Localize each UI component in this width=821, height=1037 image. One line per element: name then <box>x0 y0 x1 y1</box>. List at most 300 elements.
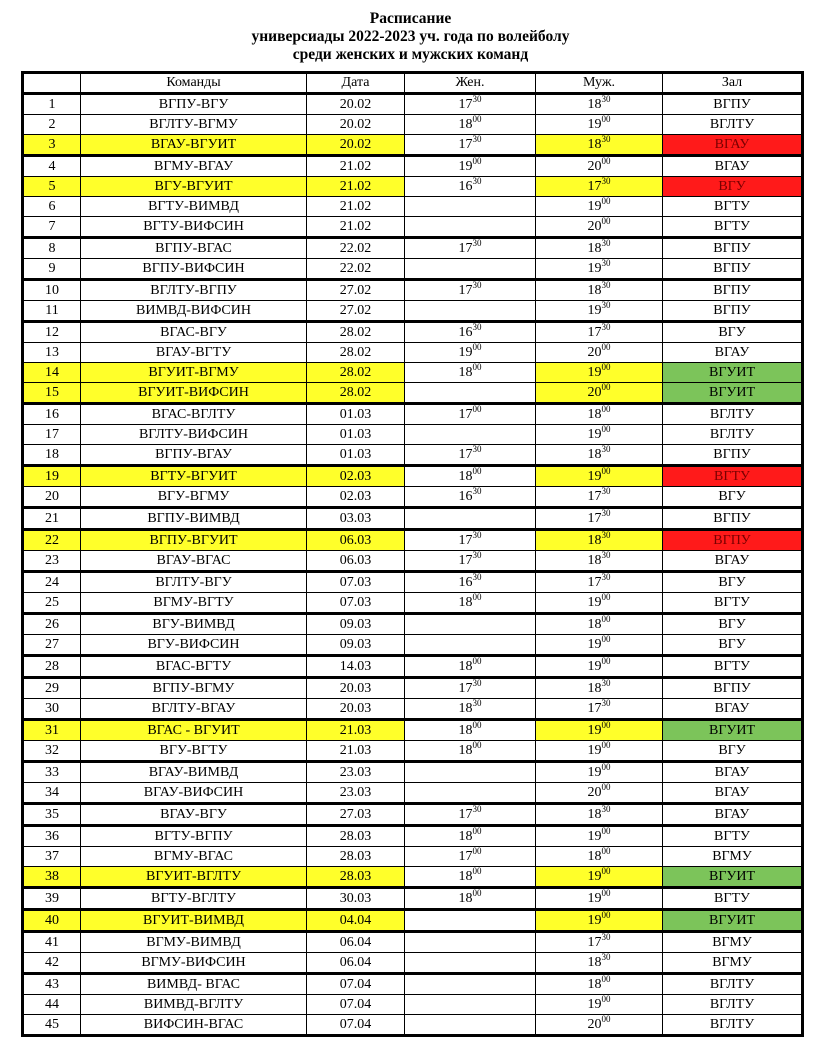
row-date: 06.03 <box>307 551 405 572</box>
row-women-time-hour: 16 <box>458 179 473 194</box>
row-women-time-hour: 17 <box>458 283 473 298</box>
row-hall: ВГПУ <box>663 301 803 322</box>
row-men-time-minutes: 30 <box>601 176 611 186</box>
table-row <box>23 197 803 217</box>
header-num <box>23 73 81 94</box>
row-number: 23 <box>23 551 81 572</box>
row-men-time-minutes: 30 <box>601 804 611 814</box>
row-women-time-hour: 16 <box>458 575 473 590</box>
row-women-time <box>405 826 536 847</box>
row-men-time-hour: 20 <box>587 159 602 174</box>
row-hall: ВГУ <box>663 572 803 593</box>
row-number: 24 <box>23 572 81 593</box>
row-men-time-minutes: 00 <box>601 156 611 166</box>
row-men-time-hour: 19 <box>587 365 602 380</box>
row-women-time-hour: 18 <box>458 829 473 844</box>
row-men-time <box>536 177 663 197</box>
schedule-table <box>21 71 804 1037</box>
row-men-time-minutes: 00 <box>601 342 611 352</box>
row-men-time <box>536 322 663 343</box>
row-teams: ВГМУ-ВИФСИН <box>81 953 307 974</box>
row-men-time <box>536 804 663 826</box>
table-row <box>23 699 803 720</box>
row-women-time <box>405 847 536 867</box>
row-date: 28.02 <box>307 363 405 383</box>
row-date: 07.03 <box>307 572 405 593</box>
table-row <box>23 826 803 847</box>
row-men-time-minutes: 00 <box>601 382 611 392</box>
header-teams: Команды <box>81 73 307 94</box>
row-men-time-minutes: 00 <box>601 762 611 772</box>
row-date: 27.02 <box>307 280 405 301</box>
row-hall: ВГУИТ <box>663 383 803 404</box>
row-date: 07.04 <box>307 1015 405 1036</box>
row-men-time-hour: 19 <box>587 869 602 884</box>
table-row <box>23 995 803 1015</box>
row-men-time <box>536 888 663 910</box>
row-women-time <box>405 445 536 466</box>
row-women-time <box>405 720 536 741</box>
row-women-time-hour: 18 <box>458 891 473 906</box>
row-men-time-hour: 18 <box>587 137 602 152</box>
row-number: 41 <box>23 932 81 953</box>
row-number: 6 <box>23 197 81 217</box>
row-teams: ВГПУ-ВГМУ <box>81 678 307 699</box>
table-row <box>23 974 803 995</box>
row-women-time-minutes: 30 <box>472 678 482 688</box>
row-men-time-minutes: 00 <box>601 974 611 984</box>
table-row <box>23 322 803 343</box>
row-hall: ВГАУ <box>663 551 803 572</box>
row-number: 11 <box>23 301 81 322</box>
row-date: 27.02 <box>307 301 405 322</box>
row-women-time-minutes: 30 <box>472 530 482 540</box>
row-date: 20.02 <box>307 115 405 135</box>
row-men-time-minutes: 00 <box>601 614 611 624</box>
row-hall: ВГТУ <box>663 466 803 487</box>
row-men-time-minutes: 00 <box>601 424 611 434</box>
row-hall: ВГПУ <box>663 678 803 699</box>
row-date: 30.03 <box>307 888 405 910</box>
row-women-time-hour: 18 <box>458 869 473 884</box>
row-date: 28.02 <box>307 343 405 363</box>
row-women-time-minutes: 30 <box>472 322 482 332</box>
row-men-time-hour: 19 <box>587 199 602 214</box>
row-teams: ВГМУ-ВГАС <box>81 847 307 867</box>
row-number: 1 <box>23 94 81 115</box>
table-row <box>23 762 803 783</box>
row-hall: ВГЛТУ <box>663 115 803 135</box>
row-date: 06.04 <box>307 932 405 953</box>
row-women-time <box>405 197 536 217</box>
row-teams: ВГТУ-ВИФСИН <box>81 217 307 238</box>
row-hall: ВГУИТ <box>663 867 803 888</box>
row-hall: ВГПУ <box>663 94 803 115</box>
table-row <box>23 804 803 826</box>
row-men-time <box>536 343 663 363</box>
row-men-time-hour: 20 <box>587 785 602 800</box>
row-men-time-hour: 19 <box>587 723 602 738</box>
row-number: 25 <box>23 593 81 614</box>
row-men-time-hour: 20 <box>587 1017 602 1032</box>
table-row <box>23 530 803 551</box>
row-men-time-minutes: 30 <box>601 550 611 560</box>
row-women-time-hour: 16 <box>458 489 473 504</box>
row-number: 18 <box>23 445 81 466</box>
row-hall: ВГЛТУ <box>663 1015 803 1036</box>
row-men-time-hour: 19 <box>587 997 602 1012</box>
row-date: 21.03 <box>307 741 405 762</box>
row-teams: ВГАУ-ВГУ <box>81 804 307 826</box>
row-hall: ВГАУ <box>663 135 803 156</box>
row-men-time-hour: 19 <box>587 659 602 674</box>
row-teams: ВГУ-ВГУИТ <box>81 177 307 197</box>
table-row <box>23 508 803 530</box>
row-teams: ВГПУ-ВИФСИН <box>81 259 307 280</box>
table-row <box>23 280 803 301</box>
row-men-time-minutes: 30 <box>601 698 611 708</box>
row-number: 32 <box>23 741 81 762</box>
row-hall: ВГЛТУ <box>663 995 803 1015</box>
row-date: 01.03 <box>307 445 405 466</box>
row-men-time-minutes: 30 <box>601 322 611 332</box>
row-hall: ВГУ <box>663 741 803 762</box>
row-men-time <box>536 826 663 847</box>
row-men-time-minutes: 00 <box>601 196 611 206</box>
row-men-time <box>536 94 663 115</box>
row-men-time <box>536 1015 663 1036</box>
row-teams: ВГУ-ВИФСИН <box>81 635 307 656</box>
row-number: 7 <box>23 217 81 238</box>
row-women-time-hour: 17 <box>458 533 473 548</box>
row-men-time-minutes: 30 <box>601 444 611 454</box>
row-men-time-hour: 18 <box>587 283 602 298</box>
row-number: 28 <box>23 656 81 678</box>
row-men-time-hour: 18 <box>587 407 602 422</box>
row-men-time-hour: 19 <box>587 595 602 610</box>
row-date: 21.02 <box>307 197 405 217</box>
row-date: 09.03 <box>307 635 405 656</box>
row-women-time <box>405 343 536 363</box>
table-row <box>23 572 803 593</box>
row-teams: ВГУ-ВГМУ <box>81 487 307 508</box>
row-date: 28.02 <box>307 383 405 404</box>
table-row <box>23 487 803 508</box>
row-teams: ВГЛТУ-ВИФСИН <box>81 425 307 445</box>
row-women-time <box>405 217 536 238</box>
row-teams: ВГТУ-ВИМВД <box>81 197 307 217</box>
row-men-time <box>536 115 663 135</box>
row-number: 3 <box>23 135 81 156</box>
row-date: 20.02 <box>307 94 405 115</box>
row-women-time-minutes: 30 <box>472 572 482 582</box>
row-men-time-minutes: 30 <box>601 508 611 518</box>
row-women-time <box>405 466 536 487</box>
row-women-time-minutes: 00 <box>472 888 482 898</box>
row-men-time-minutes: 00 <box>601 362 611 372</box>
row-men-time-hour: 18 <box>587 553 602 568</box>
row-men-time-minutes: 30 <box>601 572 611 582</box>
row-men-time <box>536 762 663 783</box>
table-row <box>23 94 803 115</box>
table-row <box>23 404 803 425</box>
row-men-time-hour: 19 <box>587 743 602 758</box>
row-women-time-hour: 17 <box>458 97 473 112</box>
row-women-time <box>405 699 536 720</box>
row-date: 01.03 <box>307 425 405 445</box>
row-date: 14.03 <box>307 656 405 678</box>
row-women-time <box>405 635 536 656</box>
row-number: 13 <box>23 343 81 363</box>
row-men-time <box>536 508 663 530</box>
row-number: 37 <box>23 847 81 867</box>
row-teams: ВГЛТУ-ВГАУ <box>81 699 307 720</box>
row-women-time-minutes: 30 <box>472 94 482 104</box>
row-women-time <box>405 867 536 888</box>
row-hall: ВГМУ <box>663 847 803 867</box>
row-men-time-minutes: 00 <box>601 634 611 644</box>
row-men-time-minutes: 30 <box>601 134 611 144</box>
row-hall: ВГАУ <box>663 156 803 177</box>
row-hall: ВГУ <box>663 635 803 656</box>
row-men-time <box>536 301 663 322</box>
row-men-time-hour: 17 <box>587 325 602 340</box>
row-men-time-minutes: 00 <box>601 782 611 792</box>
row-date: 28.02 <box>307 322 405 343</box>
row-men-time <box>536 995 663 1015</box>
row-men-time-hour: 18 <box>587 241 602 256</box>
row-men-time <box>536 425 663 445</box>
row-men-time-minutes: 00 <box>601 910 611 920</box>
row-number: 15 <box>23 383 81 404</box>
row-date: 20.03 <box>307 699 405 720</box>
row-men-time-hour: 18 <box>587 681 602 696</box>
row-teams: ВГУ-ВГТУ <box>81 741 307 762</box>
row-teams: ВГМУ-ВГТУ <box>81 593 307 614</box>
table-row <box>23 177 803 197</box>
table-row <box>23 135 803 156</box>
header-men: Муж. <box>536 73 663 94</box>
row-hall: ВГТУ <box>663 593 803 614</box>
row-teams: ВГПУ-ВГУ <box>81 94 307 115</box>
table-row <box>23 720 803 741</box>
row-teams: ВГПУ-ВГАУ <box>81 445 307 466</box>
row-women-time <box>405 259 536 280</box>
row-women-time <box>405 404 536 425</box>
row-men-time-hour: 19 <box>587 427 602 442</box>
row-hall: ВГПУ <box>663 238 803 259</box>
row-number: 38 <box>23 867 81 888</box>
row-teams: ВГУИТ-ВИФСИН <box>81 383 307 404</box>
row-women-time <box>405 383 536 404</box>
row-women-time-hour: 18 <box>458 117 473 132</box>
row-hall: ВГТУ <box>663 826 803 847</box>
row-men-time-minutes: 00 <box>601 1014 611 1024</box>
row-number: 19 <box>23 466 81 487</box>
row-date: 20.03 <box>307 678 405 699</box>
table-row <box>23 551 803 572</box>
row-men-time-hour: 18 <box>587 533 602 548</box>
row-men-time-hour: 19 <box>587 261 602 276</box>
row-hall: ВГУ <box>663 322 803 343</box>
row-men-time-minutes: 30 <box>601 678 611 688</box>
table-row <box>23 466 803 487</box>
row-women-time-hour: 17 <box>458 849 473 864</box>
row-men-time-minutes: 30 <box>601 238 611 248</box>
row-hall: ВГУИТ <box>663 910 803 932</box>
row-number: 9 <box>23 259 81 280</box>
row-number: 2 <box>23 115 81 135</box>
row-men-time-minutes: 00 <box>601 216 611 226</box>
row-men-time-minutes: 30 <box>601 300 611 310</box>
row-men-time-minutes: 30 <box>601 952 611 962</box>
row-date: 07.04 <box>307 995 405 1015</box>
row-date: 21.02 <box>307 177 405 197</box>
row-women-time-hour: 19 <box>458 345 473 360</box>
row-women-time <box>405 238 536 259</box>
row-number: 8 <box>23 238 81 259</box>
row-men-time <box>536 197 663 217</box>
row-women-time <box>405 487 536 508</box>
row-teams: ВГЛТУ-ВГМУ <box>81 115 307 135</box>
row-men-time-minutes: 00 <box>601 720 611 730</box>
row-number: 39 <box>23 888 81 910</box>
row-women-time-minutes: 00 <box>472 404 482 414</box>
row-number: 20 <box>23 487 81 508</box>
row-women-time-hour: 17 <box>458 447 473 462</box>
row-men-time <box>536 404 663 425</box>
table-row <box>23 259 803 280</box>
row-women-time-minutes: 30 <box>472 134 482 144</box>
table-row <box>23 783 803 804</box>
table-row <box>23 932 803 953</box>
row-men-time-minutes: 30 <box>601 280 611 290</box>
row-women-time <box>405 572 536 593</box>
row-teams: ВГАУ-ВГУИТ <box>81 135 307 156</box>
row-number: 35 <box>23 804 81 826</box>
row-men-time <box>536 217 663 238</box>
row-men-time-hour: 18 <box>587 97 602 112</box>
row-number: 21 <box>23 508 81 530</box>
row-hall: ВГУИТ <box>663 720 803 741</box>
table-row <box>23 614 803 635</box>
title-line-1: Расписание <box>369 10 452 27</box>
row-women-time-minutes: 00 <box>472 362 482 372</box>
row-teams: ВГАУ-ВИМВД <box>81 762 307 783</box>
row-date: 07.04 <box>307 974 405 995</box>
row-men-time-hour: 17 <box>587 489 602 504</box>
row-women-time <box>405 678 536 699</box>
row-women-time-hour: 18 <box>458 659 473 674</box>
row-men-time-minutes: 00 <box>601 656 611 666</box>
row-women-time <box>405 656 536 678</box>
row-date: 02.03 <box>307 487 405 508</box>
row-men-time-hour: 18 <box>587 849 602 864</box>
row-men-time <box>536 135 663 156</box>
row-number: 22 <box>23 530 81 551</box>
row-teams: ВГАС - ВГУИТ <box>81 720 307 741</box>
row-women-time <box>405 301 536 322</box>
row-number: 36 <box>23 826 81 847</box>
row-women-time <box>405 932 536 953</box>
row-hall: ВГТУ <box>663 656 803 678</box>
row-women-time-hour: 17 <box>458 553 473 568</box>
row-women-time <box>405 888 536 910</box>
row-teams: ВГУИТ-ВИМВД <box>81 910 307 932</box>
row-women-time <box>405 783 536 804</box>
row-women-time <box>405 156 536 177</box>
row-date: 27.03 <box>307 804 405 826</box>
row-date: 28.03 <box>307 867 405 888</box>
row-number: 31 <box>23 720 81 741</box>
row-women-time <box>405 741 536 762</box>
row-teams: ВГУИТ-ВГМУ <box>81 363 307 383</box>
row-date: 22.02 <box>307 259 405 280</box>
row-hall: ВГПУ <box>663 259 803 280</box>
row-men-time-minutes: 00 <box>601 826 611 836</box>
row-women-time-minutes: 30 <box>472 280 482 290</box>
row-men-time <box>536 910 663 932</box>
row-number: 16 <box>23 404 81 425</box>
header-women: Жен. <box>405 73 536 94</box>
header-hall: Зал <box>663 73 803 94</box>
row-women-time <box>405 530 536 551</box>
row-women-time <box>405 363 536 383</box>
row-men-time <box>536 867 663 888</box>
table-row <box>23 910 803 932</box>
row-women-time <box>405 953 536 974</box>
row-teams: ВГПУ-ВГАС <box>81 238 307 259</box>
table-row <box>23 383 803 404</box>
row-men-time <box>536 656 663 678</box>
row-number: 26 <box>23 614 81 635</box>
row-men-time-hour: 17 <box>587 179 602 194</box>
row-women-time-minutes: 30 <box>472 444 482 454</box>
row-date: 01.03 <box>307 404 405 425</box>
row-hall: ВГЛТУ <box>663 425 803 445</box>
row-men-time <box>536 974 663 995</box>
table-row <box>23 425 803 445</box>
row-men-time <box>536 635 663 656</box>
row-hall: ВГАУ <box>663 762 803 783</box>
row-date: 04.04 <box>307 910 405 932</box>
row-men-time <box>536 614 663 635</box>
row-men-time-hour: 19 <box>587 913 602 928</box>
row-hall: ВГУ <box>663 487 803 508</box>
row-number: 10 <box>23 280 81 301</box>
row-women-time-hour: 17 <box>458 807 473 822</box>
row-teams: ВИМВД-ВИФСИН <box>81 301 307 322</box>
row-men-time <box>536 383 663 404</box>
row-date: 28.03 <box>307 847 405 867</box>
row-teams: ВГТУ-ВГПУ <box>81 826 307 847</box>
row-women-time-minutes: 00 <box>472 342 482 352</box>
row-teams: ВГАУ-ВИФСИН <box>81 783 307 804</box>
row-hall: ВГМУ <box>663 953 803 974</box>
table-row <box>23 867 803 888</box>
row-teams: ВГМУ-ВИМВД <box>81 932 307 953</box>
table-row <box>23 115 803 135</box>
table-row <box>23 156 803 177</box>
row-men-time <box>536 783 663 804</box>
row-date: 07.03 <box>307 593 405 614</box>
row-women-time <box>405 974 536 995</box>
row-women-time-minutes: 00 <box>472 114 482 124</box>
row-men-time-minutes: 00 <box>601 592 611 602</box>
row-men-time-hour: 17 <box>587 511 602 526</box>
row-hall: ВГЛТУ <box>663 974 803 995</box>
row-men-time <box>536 593 663 614</box>
